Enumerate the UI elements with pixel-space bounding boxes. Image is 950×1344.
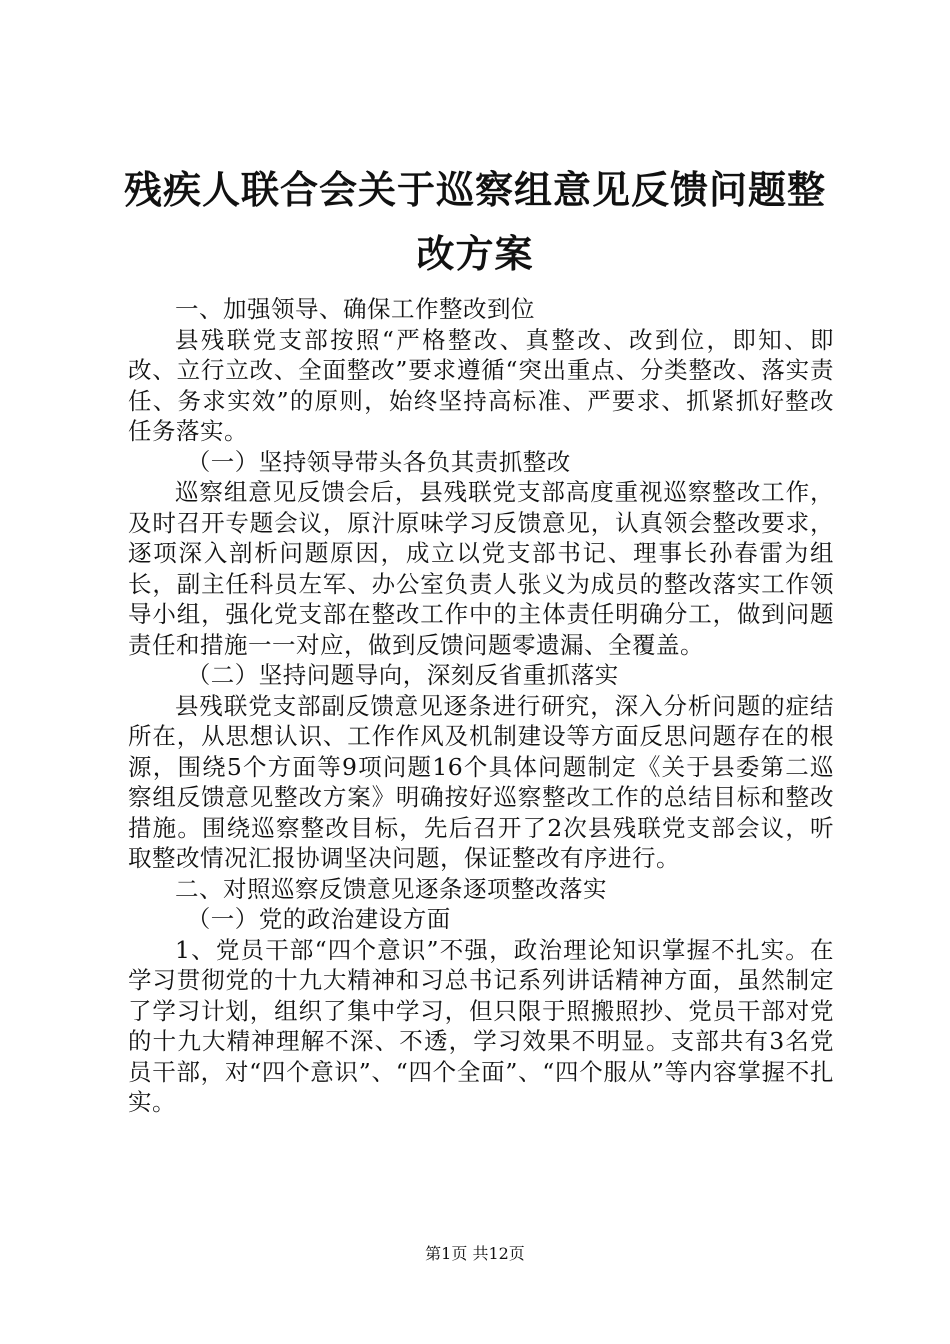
body-paragraph: 1、党员干部“四个意识”不强，政治理论知识掌握不扎实。在学习贯彻党的十九大精神和习总书记系列讲话精神方面，虽然制定了学习计划，组织了集中学习，但只限于照搬照抄、党员干部对党的十九大精神理解不深、不透，学习效果不明显。支部共有3名党员干部，对“四个意识”、“四个全面”、“四个服从”等内容掌握不扎实。	[128, 935, 834, 1116]
body-paragraph: 县残联党支部按照“严格整改、真整改、改到位，即知、即改、立行立改、全面整改”要求遵循“突出重点、分类整改、落实责任、务求实效”的原则，始终坚持高标准、严要求、抓紧抓好整改任务落实。	[128, 325, 834, 445]
subsection-heading-1-2: （二）坚持问题导向，深刻反省重抓落实	[186, 661, 619, 689]
body-paragraph: 巡察组意见反馈会后，县残联党支部高度重视巡察整改工作，及时召开专题会议，原汁原味学习反馈意见，认真领会整改要求，逐项深入剖析问题原因，成立以党支部书记、理事长孙春雷为组长，副主任科员左军、办公室负责人张义为成员的整改落实工作领导小组，强化党支部在整改工作中的主体责任明确分工，做到问题责任和措施一一对应，做到反馈问题零遗漏、全覆盖。	[128, 478, 834, 659]
section-heading-2: 二、对照巡察反馈意见逐条逐项整改落实	[175, 874, 607, 903]
page-footer: 第1页 共12页	[425, 1244, 525, 1263]
body-paragraph: 县残联党支部副反馈意见逐条进行研究，深入分析问题的症结所在，从思想认识、工作作风及机制建设等方面反思问题存在的根源，围绕5个方面等9项问题16个具体问题制定《关于县委第二巡察组反馈意见整改方案》明确按好巡察整改工作的总结目标和整改措施。围绕巡察整改目标，先后召开了2次县残联党支部会议，听取整改情况汇报协调坚决问题，保证整改有序进行。	[128, 691, 834, 872]
document-title: 残疾人联合会关于巡察组意见反馈问题整改方案	[123, 167, 826, 276]
subsection-heading-1-1: （一）坚持领导带头各负其责抓整改	[186, 447, 571, 476]
subsection-heading-2-1: （一）党的政治建设方面	[186, 905, 451, 933]
document-body	[128, 294, 834, 1118]
section-heading-1: 一、加强领导、确保工作整改到位	[175, 295, 535, 323]
